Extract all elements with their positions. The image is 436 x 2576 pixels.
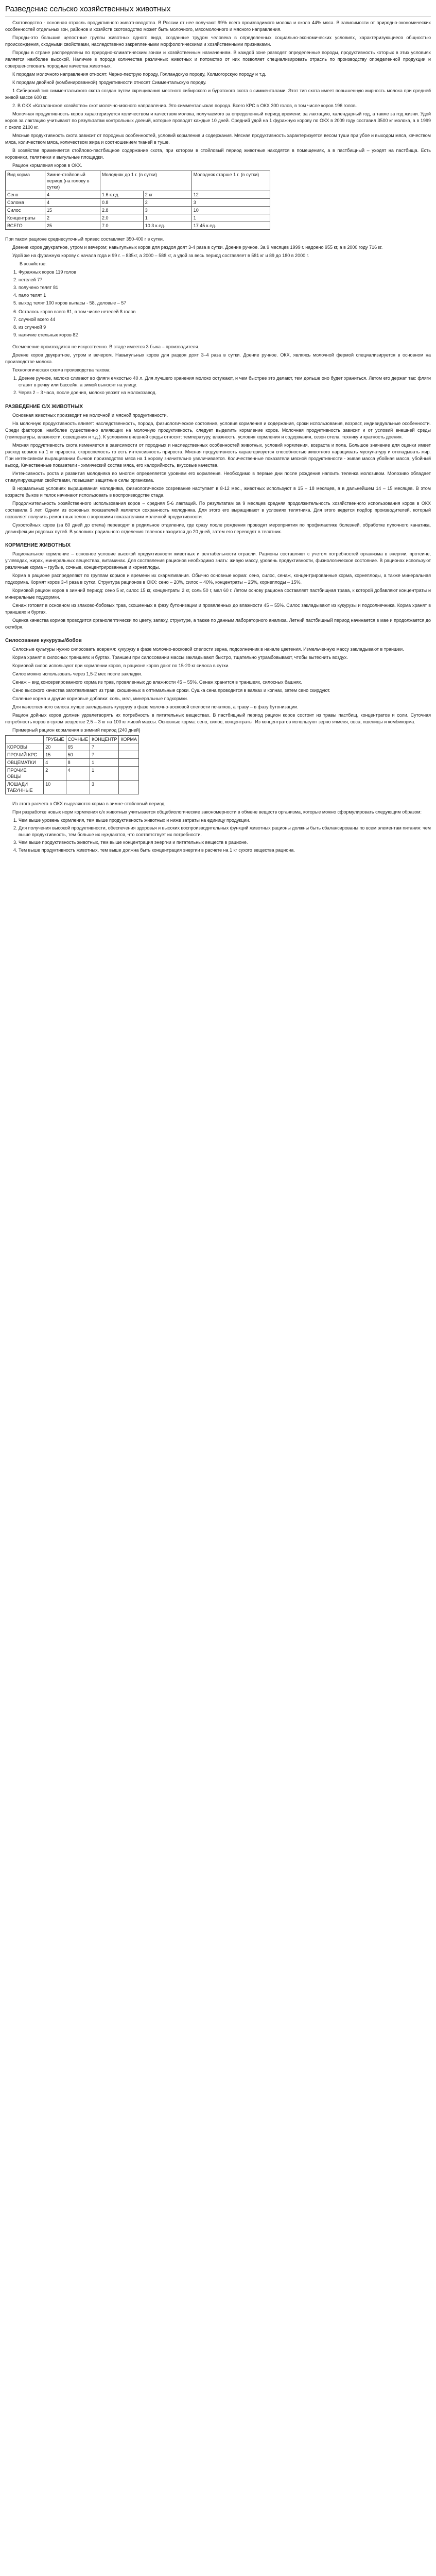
table-cell: 1 [191,214,270,222]
table-cell: 0.8 [100,199,144,207]
paragraph: Доение коров двукратное, утром и вечером. Навыгульных коров для раздоя доят 3–4 раза в сутки. Доение ручное. ОКХ, являясь молочной фермой специализируется в основном на производстве молока. [5,352,431,364]
table-row [6,781,139,794]
table-row [6,767,139,781]
table-cell: 3 [143,207,191,214]
paragraph: Молочная продуктивность коров характеризуется количеством и качеством молока, получаемого за определенный период времени; за лактацию, календарный год, а также за год жизни. Удой коров за лактацию учитывают по результатам контрольных доений, которые проводят каждые 10 дней. Средний удой на 1 фуражную корову по ОКХ в 2009 году составил 3500 кг молока, а в 1999 г. около 2100 кг. [5,111,431,130]
paragraph: Породы в стране распределены по природно-климатическим зонам и хозяйственным назначениям. В каждой зоне разводят определенные породы, продуктивность которых в этих условиях является наиболее высокой. Наличие в породе количества различных животных и потомство от них позволяет специализировать отрасль по производству определенной продукции и совершенствовать породные качества животных. [5,50,431,69]
list-item: 7. случной всего 44 [19,316,431,323]
paragraph: Продолжительность хозяйственного использования коров – средняя 5-6 лактаций. По результатам за 9 месяцев средняя продолжительность хозяйственного использования коров в ОКХ составила 6 лет. Одним из основных показателей является сохранность молодняка. Для этого его выращивают в условиях телятника. Для этого ведется подбор производителей, который позволяет получить ремонтных телок с хорошими показателями молочной продуктивности. [5,501,431,519]
list-item: 1. Фуражных коров 119 голов [19,269,431,276]
list-label: В хозяйстве: [20,261,47,266]
table-cell: 50 [66,751,90,759]
table-header-cell [6,736,44,743]
paragraph: Рацион дойных коров должен удовлетворять их потребность в питательных веществах. В пастбищный период рацион коров состоит из травы пастбищ, концентратов и соли. Суточная потребность коров в сухом веществе 2,5 – 3 кг на 100 кг живой массы. Основные корма: сено, силос, концентраты. Из концентратов используют зерно ячменя, овса, пшеницы и комбикорма. [5,713,431,724]
table-cell: 65 [66,743,90,751]
table-header-cell: Вид корма [6,171,45,191]
list-item: 2. Для получения высокой продуктивности, обеспечения здоровья и высоких воспроизводительных функций животных рационы должны быть сбалансированы по всем элементам питания: чем выше продуктивность, тем больше их нуждаются, что соответствует их потребности. [19,825,431,838]
table-cell [119,759,139,767]
table-header-row [6,171,270,191]
list-item: 1. Доение ручное, молоко сливают во фляги емкостью 40 л. Для лучшего хранения молоко остужают, и чем быстрее это делают, тем дольше оно будет храниться. Летом его держат так: фляги ставят в речку или бассейн, а зимой выносят на улицу. [19,375,431,388]
table-cell [119,767,139,781]
table-cell: Концентраты [6,214,45,222]
table-caption: Примерный рацион кормления в зимний период (240 дней) [12,727,141,733]
table-cell: 10 [44,781,66,794]
paragraph: Корма хранят в силосных траншеях и буртах. Траншеи при силосовании массы закладывают быстро, тщательно утрамбовывают, чтобы вытеснить воздух. [12,655,348,660]
table-cell [119,781,139,794]
intro-section [5,20,431,169]
table-cell: 2 [143,199,191,207]
table-cell: Солома [6,199,45,207]
table-cell: 2 [45,214,100,222]
table-cell: 7 [90,751,119,759]
table-cell: 2 [44,767,66,781]
paragraph: Породы-это большие целостные группы животных одного вида, созданные трудом человека в определенных социально-экономических условиях, характеризующиеся общностью происхождения, сходными свойствами, наследственно закрепленными морфологическими и хозяйственными признаками. [5,35,431,47]
list-item: 4. пало телят 1 [19,292,431,299]
table-cell: 15 [45,207,100,214]
paragraph: В нормальных условиях выращивания молодняка, физиологическое созревание наступает в 8-12 мес., животных используют в 15 – 18 месяцев, а в дальнейшем 14 – 15 месяцев. В этом возрасте быков и телок начинают использовать в воспроизводстве стада. [5,486,431,498]
principles-list [5,817,431,854]
paragraph: В хозяйстве применяется стойлово-пастбищное содержание скота, при котором в стойловый период животные находятся в помещениях, а в пастбищный – уходят на пастбища. Есть коровники, телятники и выгульные площадки. [5,148,431,160]
paragraph: Мясная продуктивность скота изменяется в зависимости от породных и наследственных особенностей животных, условий кормления, возраста и пола. Большое значение для оценки имеет расход кормов на 1 кг прироста, скороспелость то есть интенсивность прироста. Мясная продуктивность характеризуется способностью животного наращивать мускулатуру и откладывать жир. При интенсивном выращивании бычков производство мяса на 1 корову значительно увеличивается. Количественные показатели мясной продуктивности - живая масса убойная масса, убойный выход. Качественные показатели - химический состав мяса, его калорийность, вкусовые качества. [5,443,431,468]
paragraph: Из этого расчета в ОКХ выделяются корма в зимне-стойловый период. [12,801,166,806]
table-row [6,222,270,230]
table-caption: Рацион кормления коров в ОКХ. [12,163,82,168]
page-title: Разведение сельско хозяйственных животных [5,4,431,16]
table-cell: 4 [44,759,66,767]
section-heading: Силосование кукурузы/бобов [5,638,82,643]
table-header-row [6,736,139,743]
paragraph: 2. В ОКХ «Каталанское хозяйство» скот молочно-мясного направления. Это симментальская порода. Всего КРС в ОКХ 300 голов, в том числе коров 196 голов. [12,103,357,108]
paragraph: Кормовой рацион коров в зимний период: сено 5 кг, силос 15 кг, концентраты 2 кг, соль 50 г, мел 60 г. Летом основу рациона составляет пастбищная трава, к которой добавляют концентраты и минеральные подкормки. [5,588,431,600]
table-cell: 12 [191,191,270,199]
paragraph: 1 Сибирский тип симментальского скота создан путем скрещивания местного сибирского и бурятского скота с симменталами. Этот тип скота имеет повышенную жирность молока при средней живой массе 600 кг. [5,88,431,100]
paragraph: Кормовой силос используют при кормлении коров, в рационе коров дают по 15-20 кг силоса в сутки. [12,663,230,668]
paragraph: При таком рационе среднесуточный привес составляет 350-400 г в сутки. [5,236,164,242]
table-cell: 2.0 [100,214,144,222]
paragraph: Силосные культуры нужно силосовать вовремя: кукурузу в фазе молочно-восковой спелости зерна, подсолнечник в начале цветения. Измельченную массу закладывают в траншеи. [12,647,404,652]
paragraph: Силос можно использовать через 1,5-2 мес после закладки. [12,671,143,676]
paragraph: Рациональное кормление – основное условие высокой продуктивности животных и рентабельности отрасли. Рационы составляют с учетом потребностей организма в энергии, протеине, углеводах, жирах, минеральных веществах, витаминах. Для составления рационов необходимо знать: живую массу, уровень продуктивности, физиологическое состояние. В рационах используют различные корма – грубые, сочные, концентрированные и корнеплоды. [5,551,431,570]
table-cell: Сено [6,191,45,199]
table-header-cell: СОЧНЫЕ [66,736,90,743]
table-cell: 2.8 [100,207,144,214]
table-cell [119,751,139,759]
table-cell: 2 кг [143,191,191,199]
table-header-cell: Зимне-стойловый период (на голову в сутки) [45,171,100,191]
table-row [6,191,270,199]
table-cell: 3 [191,199,270,207]
list-item: 9. наличие стельных коров 82 [19,332,431,338]
list-item: 3. получено телят 81 [19,284,431,291]
table-cell: ОВЦЕМАТКИ [6,759,44,767]
section-heading: КОРМЛЕНИЕ ЖИВОТНЫХ [5,543,71,548]
paragraph: Корма в рационе распределяют по группам кормов и времени их скармливания. Обычно основные корма: сено, силос, сенаж, концентрированные корма, корнеплоды, а также минеральная подкормка. Кормят коров 3-4 раза в сутки. Структура рационов в ОКХ: сено – 20%, силос – 40%, концентраты – 25%, корнеплоды – 15%. [5,573,431,585]
table-cell: 4 [45,199,100,207]
winter-ration-table [5,735,139,794]
paragraph: Скотоводство - основная отрасль продуктивного животноводства. В России от нее получают 99% всего производимого молока и около 44% мяса. В зависимости от природно-экономических особенностей отдельных зон, районов и хозяйств скотоводство может быть молочного, мясомолочного и мясного направления. [5,20,431,32]
table-cell: ПРОЧИЙ КРС [6,751,44,759]
table-cell: 10 [191,207,270,214]
list-item: 8. из случной 9 [19,324,431,331]
table-cell: 1.6 к.ед. [100,191,144,199]
paragraph: К породам двойной (комбинированной) продуктивности относят Симментальскую породу. [12,80,206,85]
table-header-cell: КОНЦЕНТР [90,736,119,743]
table-row [6,743,139,751]
table-cell: ПРОЧИЕ ОВЦЫ [6,767,44,781]
list-item: 1. Чем выше уровень кормления, тем выше продуктивность животных и ниже затраты на единицу продукции. [19,817,431,824]
table-cell: 25 [45,222,100,230]
table-cell: 17 45 к.ед. [191,222,270,230]
paragraph: Для качественного силоса лучше закладывать кукурузу в фазе молочно-восковой спелости початков, а траву – в фазу бутонизации. [12,704,299,709]
paragraph: Оценка качества кормов проводится органолептически по цвету, запаху, структуре, а также по данным лабораторного анализа. Летний пастбищный период начинается в мае и продолжается до октября. [5,618,431,630]
table-cell: 4 [66,767,90,781]
table-header-cell: Молодняк старше 1 г. (в сутки) [191,171,270,191]
paragraph: На молочную продуктивность влияет: наследственность, порода, физиологическое состояние, условия кормления и содержания, сроки использования, возраст, индивидуальные особенности. Среди факторов, наиболее существенно влияющих на молочную продуктивность, следует выделить кормление коров. Молочная продуктивность зависит и от условий внешней среды (температуры, влажности, освещения и т.д.). К условиям внешней среды относят: температуру, влажность, условия кормления и содержания, сезон отела, технику и кратность доения. [5,421,431,439]
table-row [6,199,270,207]
table-cell: 10 3 к.ед. [143,222,191,230]
paragraph: Технологическая схема производства такова: [12,367,111,372]
table-cell: 4 [45,191,100,199]
table-row [6,214,270,222]
paragraph: Сено высокого качества заготавливают из трав, скошенных в оптимальные сроки. Сушка сена проводится в валках и копнах, затем сено скирдуют. [12,688,330,693]
paragraph: Основная животных производит не молочной и мясной продуктивности. [12,413,168,418]
table-header-cell: Молодняк до 1 г. (в сутки) [100,171,192,191]
herd-list-2 [5,309,431,338]
table-cell [119,743,139,751]
table-row [6,751,139,759]
table-cell: 1 [90,767,119,781]
paragraph: При разработке новых норм кормления с/х животных учитывается общебиологические закономерности в обмене веществ организма, которые можно сформулировать следующим образом: [12,809,422,815]
ration-table [5,171,270,230]
table-cell [66,781,90,794]
table-header-cell: КОРМА [119,736,139,743]
table-cell: 7.0 [100,222,144,230]
list-item: 3. Чем выше продуктивность животных, тем выше концентрация энергии и питательных веществ в рационе. [19,839,431,846]
paragraph: Доение коров двукратное, утром и вечером; навыгульных коров для раздоя доят 3-4 раза в сутки. Доение ручное. За 9 месяцев 1999 г. надоено 955 кг, а в 2000 году 716 кг. [12,245,383,250]
technology-list [5,375,431,396]
table-cell: ЛОШАДИ ТАБУННЫЕ [6,781,44,794]
table-row [6,759,139,767]
paragraph: К породам молочного направления относят: Черно-пеструю породу, Голландскую породу, Холмогорскую породу и т.д. [12,72,266,77]
paragraph: Интенсивность роста и развития молодняка во многом определяется уровнем его кормления. Необходимо в первые дни после рождения напоить теленка молозивом. Молозиво обладает стимулирующими свойствами, повышает защитные силы организма. [5,471,431,483]
table-cell: 15 [44,751,66,759]
list-item: 5. выход телят 100 коров выпасы - 58, деловые – 57 [19,300,431,307]
paragraph: Сенаж – вид консервированного корма из трав, провяленных до влажности 45 – 55%. Сенаж хранится в траншеях, силосных башнях. [12,680,303,685]
table-header-cell: ГРУБЫЕ [44,736,66,743]
list-item: 4. Тем выше продуктивность животных, тем выше должна быть концентрация энергии в расчете на 1 кг сухого вещества рациона. [19,847,431,854]
table-cell: 1 [143,214,191,222]
table-cell: 20 [44,743,66,751]
table-cell: ВСЕГО [6,222,45,230]
paragraph: Соленые корма и другие кормовые добавки: соль, мел, минеральные подкормки. [12,696,188,701]
table-cell: 8 [66,759,90,767]
table-cell: 3 [90,781,119,794]
list-item: 2. Через 2 – 3 часа, после доения, молоко увозят на молокозавод. [19,389,431,396]
paragraph: Сенаж готовят в основном из злаково-бобовых трав, скошенных в фазу бутонизации и провяленных до влажности 45 – 55%. Силос закладывают из кукурузы и подсолнечника. Корма хранят в траншеях и буртах. [5,603,431,615]
herd-list [5,269,431,307]
paragraph: Удой же на фуражную корову с начала года и 99 г. – 835кг, а 2000 – 588 кг, а удой за весь период составляет в 581 кг и 89 до 180 в 2000 г. [12,253,309,258]
paragraph: Мясные продуктивность скота зависит от породных особенностей, условий кормления и содержания. Мясная продуктивность характеризуется весом туши при убое и выходом мяса, качеством мяса, количеством мяса, количеством жира и соотношением тканей в туше. [5,133,431,145]
list-item: 6. Осталось коров всего 81, в том числе нетелей 8 голов [19,309,431,315]
table-cell: 1 [90,759,119,767]
section-heading: РАЗВЕДЕНИЕ С/Х ЖИВОТНЫХ [5,404,83,410]
paragraph: Осеменение производится не искусственно. В стаде имеется 3 быка – производителя. [12,344,200,349]
table-cell: Силос [6,207,45,214]
table-cell: КОРОВЫ [6,743,44,751]
table-row [6,207,270,214]
paragraph: Сухостойных коров (за 60 дней до отела) переводят в родильное отделение, где сразу после рождения проводят мероприятия по профилактике болезней, обработке пупочного канатика, дезинфекции родовых путей. В условиях родильного отделения теленок находится до 20 дней, затем его переводят в телятник. [5,522,431,534]
table-cell: 7 [90,743,119,751]
list-item: 2. нетелей 77 [19,277,431,283]
